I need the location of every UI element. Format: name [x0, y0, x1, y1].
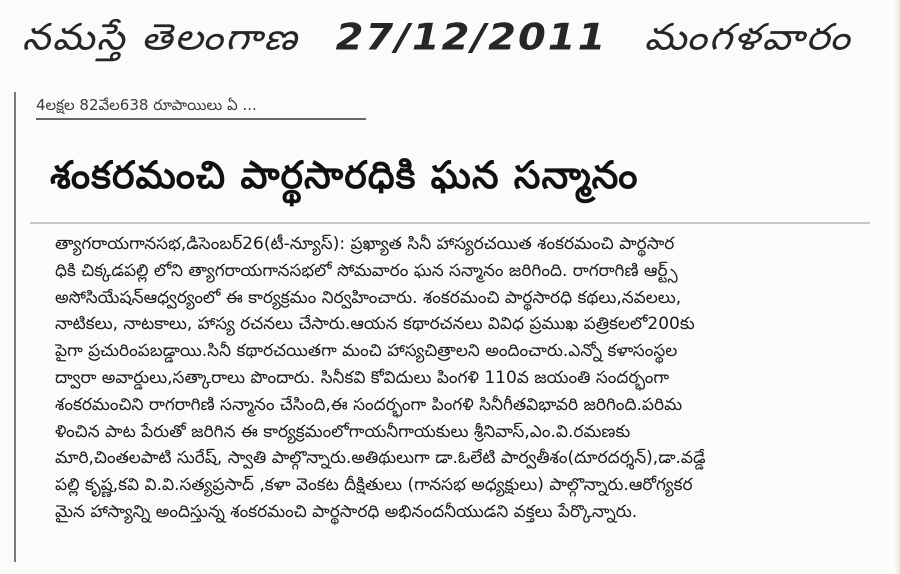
article-line: ళించిన పాట పేరుతో జరిగిన ఈ కార్యక్రమంలోగాయనీగాయకులు శ్రీనివాస్,ఎం.వి.రమణకు — [55, 421, 631, 442]
article-line: మైన హాస్యాన్ని అందిస్తున్న శంకరమంచి పార్థసారధి అభినందనీయుడని వక్తలు పేర్కొన్నారు. — [55, 501, 638, 522]
article-line: ధికి చిక్కడపల్లి లోని త్యాగరాయగానసభలో సోమవారం ఘన సన్మానం జరిగింది. రాగరాగిణి ఆర్ట్స్ — [55, 260, 678, 281]
previous-article-fragment: 4లక్షల 82వేల638 రూపాయిలు ఏ ... — [36, 96, 366, 120]
article-line: త్యాగరాయగానసభ,డిసెంబర్26(టీ-న్యూస్): ప్రఖ్యాత సినీ హాస్యరచయిత శంకరమంచి పార్థసార — [55, 234, 675, 254]
article-line: మారి,చింతలపాటి సురేష్, స్వాతి పాల్గొన్నారు.అతిథులుగా డా.ఓలేటి పార్వతీశం(దూరదర్శన్),డా.వడ్డే — [55, 448, 706, 469]
article-body — [55, 231, 870, 526]
article-line: అసోసియేషన్ఆధ్వర్యంలో ఈ కార్యక్రమం నిర్వహించారు. శంకరమంచి పార్థసారధి కథలు,నవలలు, — [55, 287, 682, 308]
headline: శంకరమంచి పార్థసారధికి ఘన సన్మానం — [50, 153, 639, 197]
article-line: పల్లి కృష్ణ,కవి వి.వి.సత్యప్రసాద్ ,కళా వెంకట దీక్షితులు (గానసభ అధ్యక్షులు) పాల్గొన్నారు.ఆరోగ్యకర — [55, 475, 693, 496]
article-line: శంకరమంచిని రాగరాగిణి సన్మానం చేసింది,ఈ సందర్భంగా పింగళి సినీగీతవిభావరి జరిగింది.పరిమ — [55, 394, 683, 415]
handwritten-note — [22, 16, 892, 68]
article-line: నాటికలు, నాటకాలు, హాస్య రచనలు చేసారు.ఆయన కథారచనలు వివిధ ప్రముఖ పత్రికలలో200కు — [55, 314, 695, 335]
handwritten-title: నమస్తే తెలంగాణ — [22, 16, 299, 59]
handwritten-date: 27/12/2011 — [335, 16, 608, 59]
handwritten-day: మంగళవారం — [644, 16, 852, 59]
article-line: ద్వారా అవార్డులు,సత్కారాలు పొందారు. సినీకవి కోవిదులు పింగళి 110వ జయంతి సందర్భంగా — [55, 367, 669, 388]
divider — [30, 222, 870, 224]
page-edge-shadow — [894, 0, 900, 574]
article-line: పైగా ప్రచురింపబడ్డాయి.సినీ కథారచయితగా మంచి హాస్యచిత్రాలని అందించారు.ఎన్నో కళాసంస్థల — [55, 341, 678, 362]
